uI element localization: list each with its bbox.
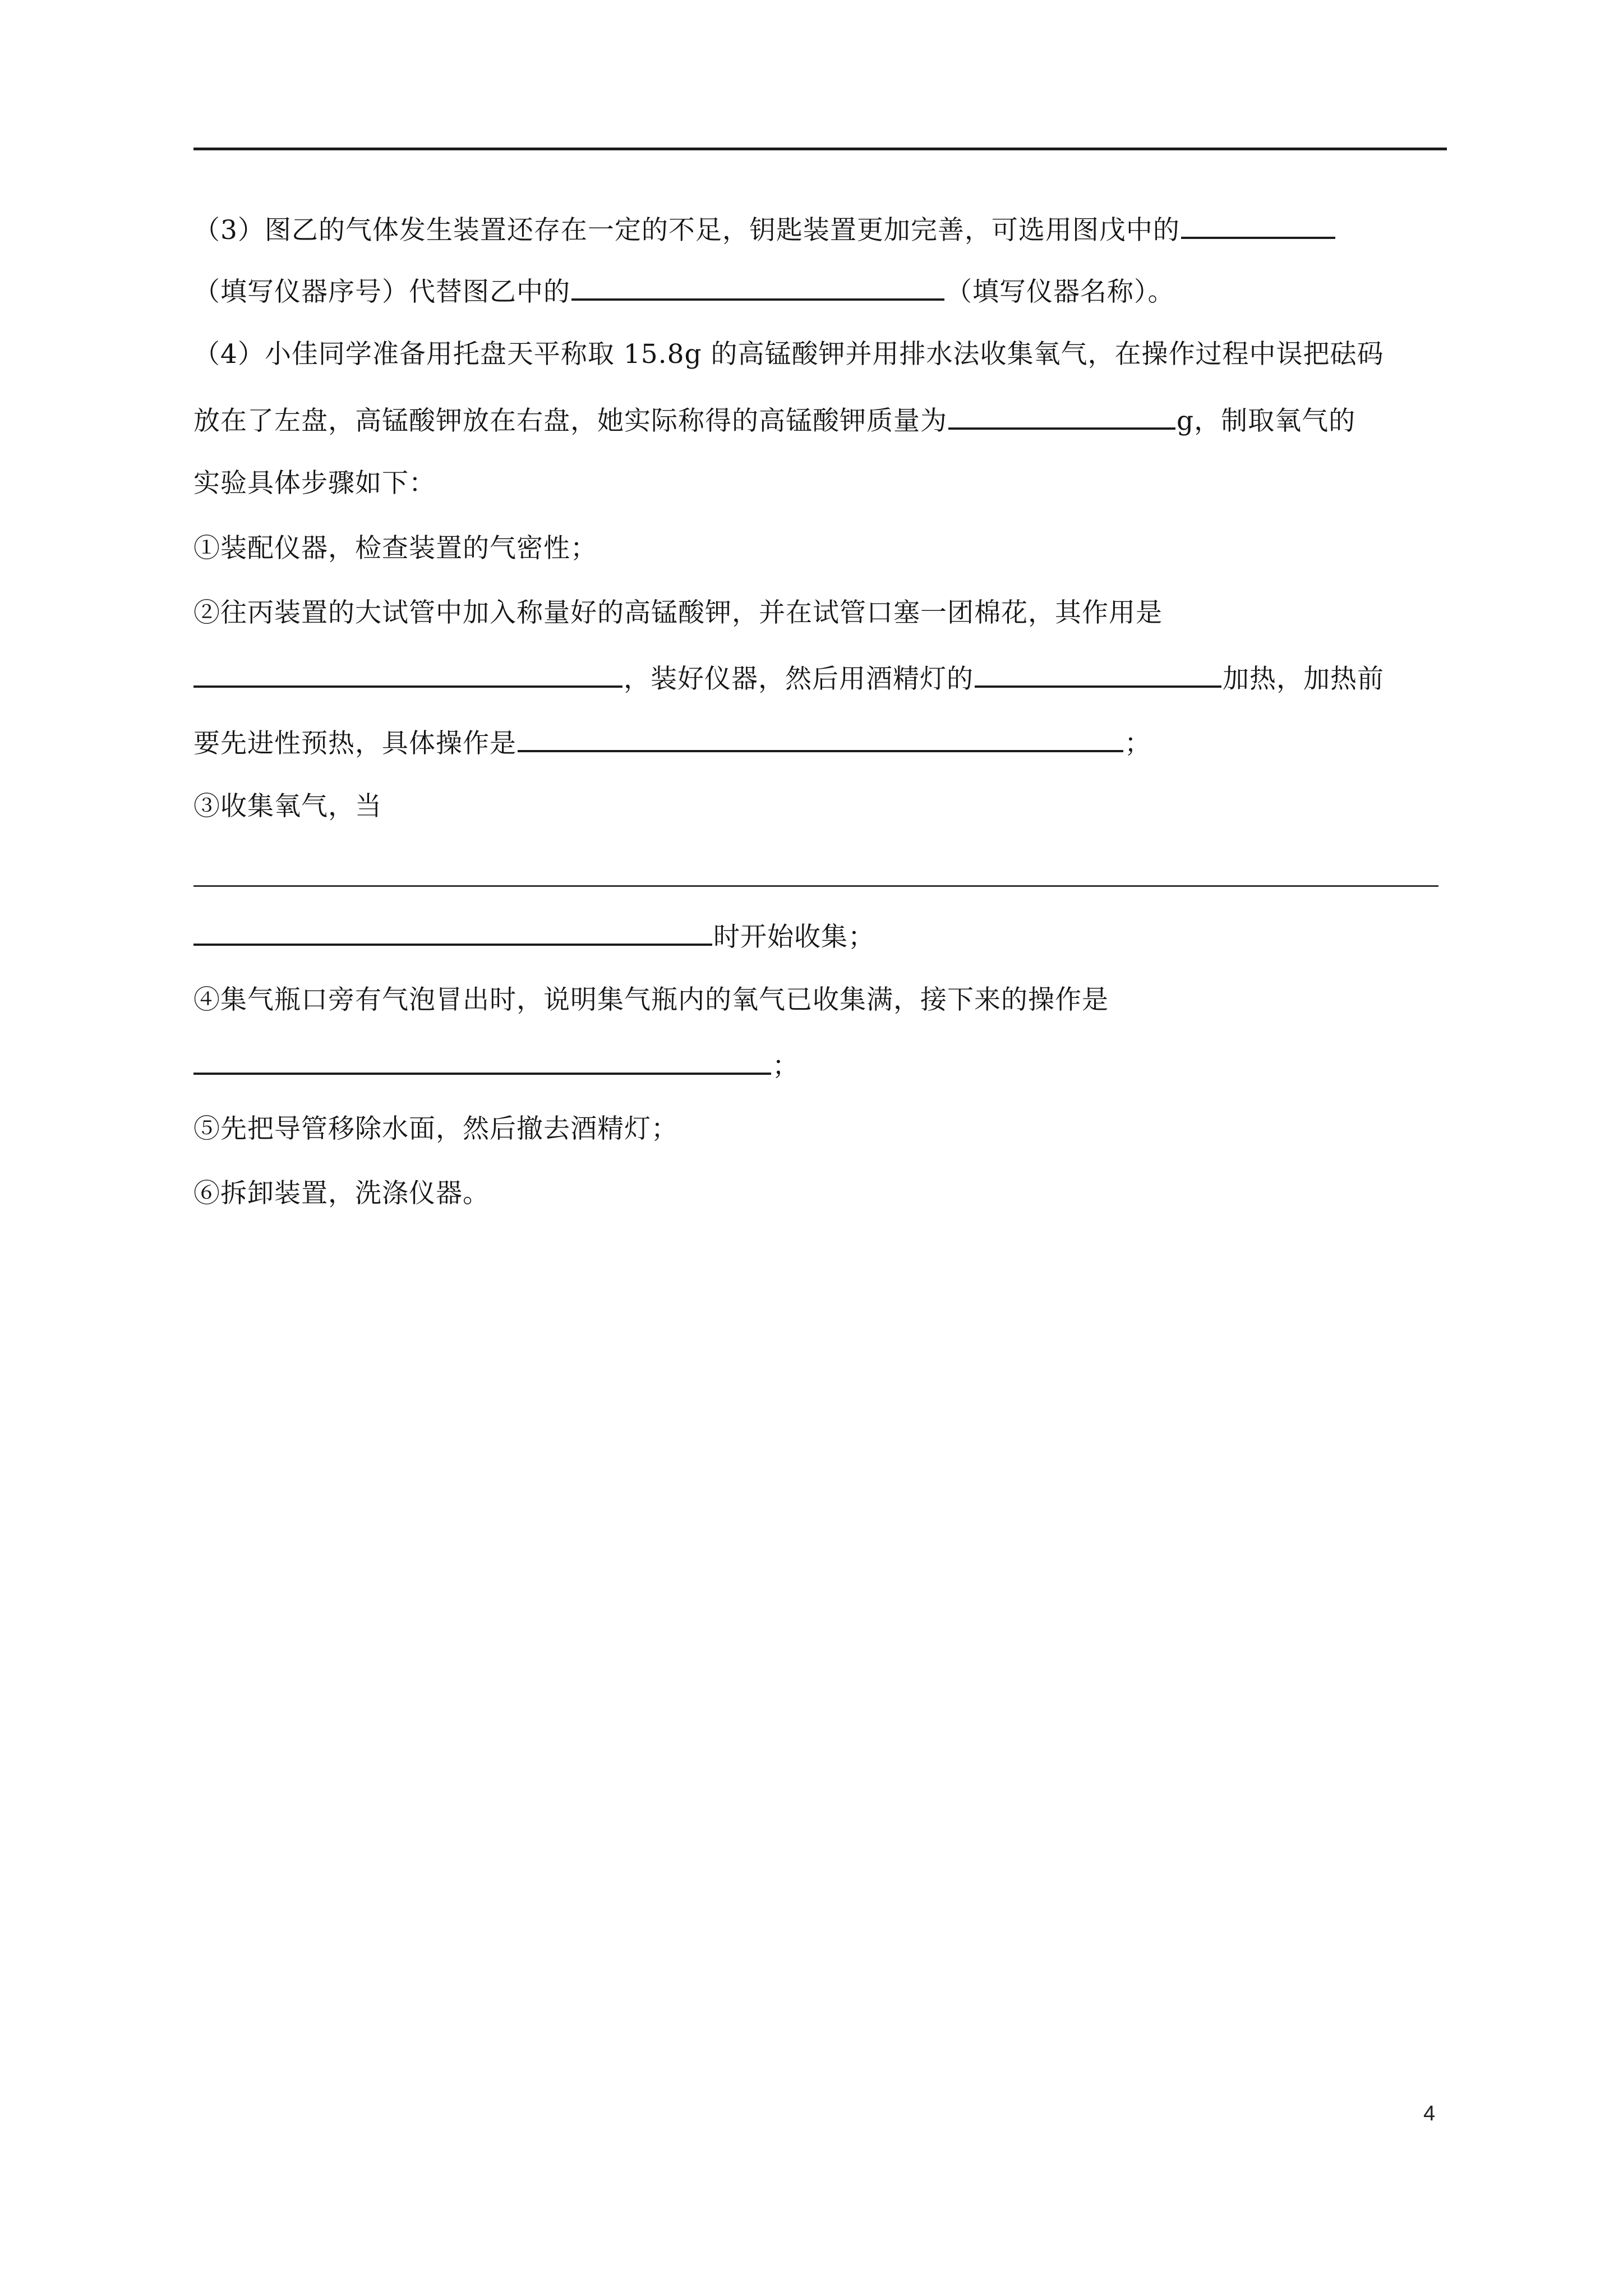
question-3-line-1: [193, 212, 1336, 247]
question-3-text-pre: （填写仪器序号）代替图乙中的: [193, 277, 570, 307]
question-4-steps-intro: 实验具体步骤如下：: [193, 468, 436, 499]
answer-blank-next-operation[interactable]: [193, 1048, 771, 1075]
step-6-text: ⑥拆卸装置，洗涤仪器。: [193, 1178, 490, 1209]
question-3-line-2: [193, 274, 1175, 309]
answer-blank-cotton-purpose[interactable]: [193, 661, 623, 688]
step-3-line-1: [193, 790, 382, 823]
question-4-text: （4）小佳同学准备用托盘天平称取 15.8g 的高锰酸钾并用排水法收集氧气，在操作过程中误把砝码: [193, 339, 1384, 370]
question-4-line-2: [193, 403, 1355, 438]
step-3-text: ③收集氧气，当: [193, 791, 382, 822]
question-4-text-pre: 放在了左盘，高锰酸钾放在右盘，她实际称得的高锰酸钾质量为: [193, 406, 947, 436]
answer-blank-flame-part[interactable]: [975, 661, 1221, 688]
question-4-line-3: [193, 467, 436, 500]
step-3-text-post: 时开始收集；: [713, 922, 875, 953]
step-2-text-post: 加热，加热前: [1223, 664, 1384, 694]
step-4-line-1: [193, 983, 1109, 1017]
step-1-text: ①装配仪器，检查装置的气密性；: [193, 533, 597, 564]
question-3-text-post: （填写仪器名称）。: [946, 277, 1175, 307]
answer-blank-q3-name[interactable]: [571, 274, 944, 301]
step-2-line-2: [193, 661, 1384, 696]
step-5: [193, 1112, 678, 1146]
step-3-line-2: [193, 919, 875, 954]
step-4-line-2: [193, 1048, 799, 1083]
step-1: [193, 532, 597, 565]
answer-blank-q4-mass[interactable]: [948, 403, 1175, 430]
step-6: [193, 1177, 490, 1211]
step-2-text-mid: ，装好仪器，然后用酒精灯的: [624, 664, 974, 694]
answer-blank-collect-condition[interactable]: [193, 919, 712, 946]
step-2-text-pre: 要先进性预热，具体操作是: [193, 728, 517, 759]
step-2-text-end: ；: [1124, 728, 1151, 759]
step-4-text-post: ；: [772, 1051, 799, 1082]
step-4-text: ④集气瓶口旁有气泡冒出时，说明集气瓶内的氧气已收集满，接下来的操作是: [193, 984, 1109, 1015]
question-3-text: （3）图乙的气体发生装置还存在一定的不足，钥匙装置更加完善，可选用图戊中的: [193, 215, 1180, 246]
step-2-line-3: [193, 725, 1151, 761]
question-4-line-1: [193, 338, 1384, 371]
answer-blank-q3-serial[interactable]: [1181, 212, 1335, 239]
answer-blank-preheat-operation[interactable]: [518, 725, 1123, 752]
page-number: 4: [1423, 2102, 1436, 2125]
header-rule: [193, 148, 1447, 150]
question-4-text-post: g，制取氧气的: [1177, 406, 1356, 436]
step-2-text: ②往丙装置的大试管中加入称量好的高锰酸钾，并在试管口塞一团棉花，其作用是: [193, 597, 1163, 628]
answer-blank-collect-condition-line-1[interactable]: [193, 885, 1438, 887]
step-2-line-1: [193, 596, 1163, 630]
step-5-text: ⑤先把导管移除水面，然后撤去酒精灯；: [193, 1114, 678, 1144]
